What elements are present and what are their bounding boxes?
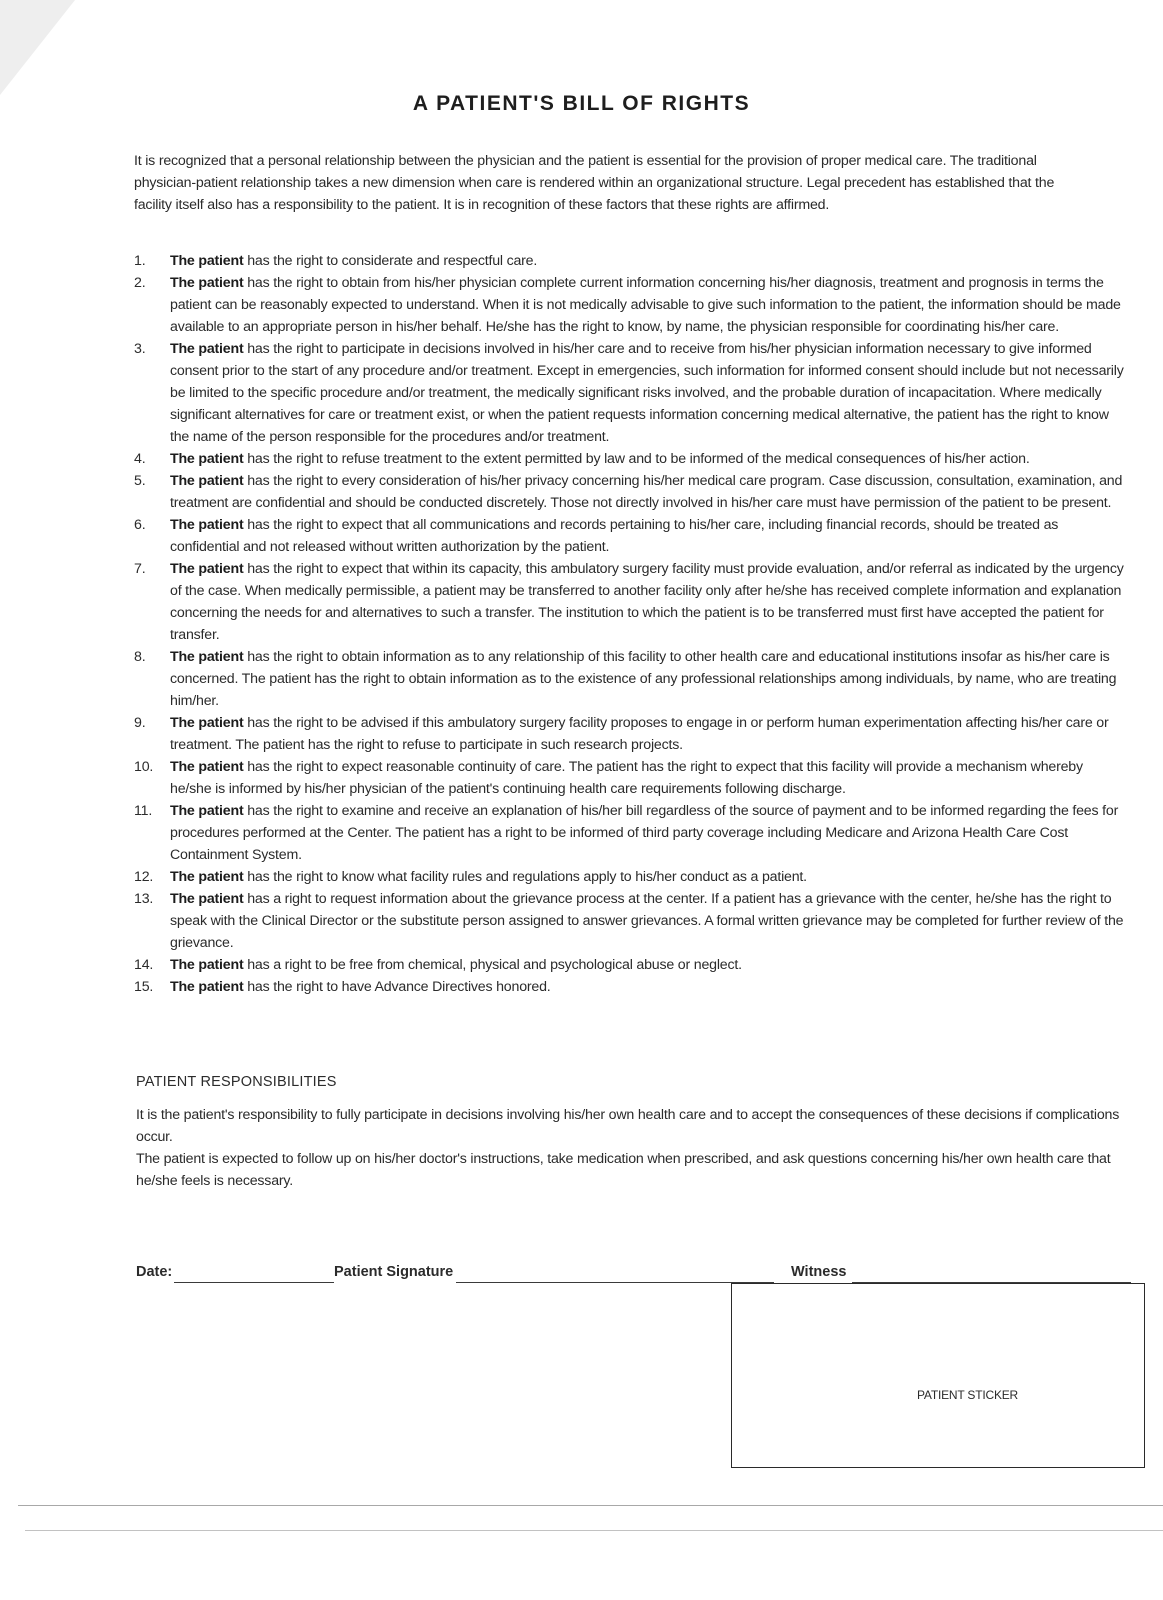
right-lead: The patient (170, 891, 244, 907)
right-lead: The patient (170, 869, 244, 885)
responsibilities-heading: PATIENT RESPONSIBILITIES (136, 1074, 337, 1090)
right-number: 5. (134, 473, 146, 489)
right-item (134, 470, 1124, 514)
right-item (134, 888, 1124, 954)
right-item (134, 448, 1124, 470)
right-text: has the right to obtain from his/her physician complete current information concerning his/her diagnosis, treatment and prognosis in terms the patient can be reasonably expected to understand. When it is not medically advisable to give such information to the patient, the information should be made available to an appropriate person in his/her behalf. He/she has the right to know, by name, the physician responsible for coordinating his/her care. (170, 275, 1121, 335)
right-item (134, 338, 1124, 448)
rights-list (134, 250, 1124, 998)
right-text: has the right to considerate and respectful care. (243, 253, 538, 269)
date-label: Date: (136, 1264, 173, 1280)
right-number: 11. (134, 803, 153, 819)
right-number: 12. (134, 869, 154, 885)
right-number: 8. (134, 649, 146, 665)
right-text: has the right to expect reasonable continuity of care. The patient has the right to expect that this facility will provide a mechanism whereby he/she is informed by his/her physician of the patient's continuing health care requirements following discharge. (170, 759, 1083, 797)
right-number: 10. (134, 759, 154, 775)
page-edge-line (18, 1505, 1163, 1506)
right-text: has the right to examine and receive an explanation of his/her bill regardless of the source of payment and to be informed regarding the fees for procedures performed at the Center. The patient has a right to be informed of third party coverage including Medicare and Arizona Health Care Cost Containment System. (170, 803, 1119, 863)
right-item (134, 558, 1124, 646)
right-lead: The patient (170, 715, 244, 731)
responsibility-paragraph: The patient is expected to follow up on his/her doctor's instructions, take medication when prescribed, and ask questions concerning his/her own health care that he/she feels is necessary. (136, 1151, 1111, 1189)
date-field[interactable] (174, 1282, 334, 1283)
right-item (134, 800, 1124, 866)
right-item (134, 756, 1124, 800)
patient-sticker-box (731, 1283, 1145, 1468)
right-lead: The patient (170, 517, 244, 533)
right-number: 1. (134, 253, 146, 269)
right-text: has a right to request information about the grievance process at the center. If a patient has a grievance with the center, he/she has the right to speak with the Clinical Director or the substitute person assigned to answer grievances. A formal written grievance may be completed for further review of the grievance. (170, 891, 1124, 951)
patient-signature-label: Patient Signature (334, 1264, 454, 1280)
right-item (134, 272, 1124, 338)
right-item (134, 514, 1124, 558)
right-item (134, 250, 1124, 272)
right-number: 3. (134, 341, 146, 357)
right-number: 6. (134, 517, 146, 533)
right-text: has the right to know what facility rules and regulations apply to his/her conduct as a patient. (243, 869, 807, 885)
right-number: 13. (134, 891, 154, 907)
patient-sticker-label: PATIENT STICKER (917, 1388, 1019, 1402)
right-number: 2. (134, 275, 146, 291)
right-number: 15. (134, 979, 154, 995)
right-number: 4. (134, 451, 146, 467)
right-text: has the right to obtain information as to any relationship of this facility to other health care and educational institutions insofar as his/her care is concerned. The patient has the right to obtain information as to the existence of any professional relationships among individuals, by name, who are treating him/her. (170, 649, 1117, 709)
right-lead: The patient (170, 803, 244, 819)
patient-signature-field[interactable] (456, 1282, 774, 1283)
right-item (134, 646, 1124, 712)
folded-corner (0, 0, 75, 95)
right-text: has a right to be free from chemical, physical and psychological abuse or neglect. (243, 957, 742, 973)
witness-label: Witness (791, 1264, 847, 1280)
right-item (134, 712, 1124, 756)
right-item (134, 976, 1124, 998)
document-title: A PATIENT'S BILL OF RIGHTS (412, 92, 751, 115)
right-lead: The patient (170, 253, 244, 269)
right-text: has the right to expect that all communications and records pertaining to his/her care, including financial records, should be treated as confidential and not released without written authorization by the patient. (170, 517, 1059, 555)
right-lead: The patient (170, 451, 244, 467)
page-edge-line (25, 1530, 1163, 1531)
right-text: has the right to have Advance Directives honored. (243, 979, 551, 995)
right-lead: The patient (170, 979, 244, 995)
right-text: has the right to participate in decisions involved in his/her care and to receive from his/her physician information necessary to give informed consent prior to the start of any procedure and/or treatment. Except in emergencies, such information for informed consent should include but not necessarily be limited to the specific procedure and/or treatment, the medically significant risks involved, and the probable duration of incapacitation. Where medically significant alternatives for care or treatment exist, or when the patient requests information concerning medical alternative, the patient has the right to know the name of the person responsible for the procedures and/or treatment. (170, 341, 1124, 445)
right-text: has the right to expect that within its capacity, this ambulatory surgery facility must provide evaluation, and/or referral as indicated by the urgency of the case. When medically permissible, a patient may be transferred to another facility only after he/she has received complete information and explanation concerning the needs for and alternatives to such a transfer. The institution to which the patient is to be transferred must first have accepted the patient for transfer. (170, 561, 1124, 643)
right-number: 14. (134, 957, 154, 973)
right-lead: The patient (170, 561, 244, 577)
responsibilities-text (136, 1104, 1121, 1192)
right-lead: The patient (170, 473, 244, 489)
right-item (134, 954, 1124, 976)
right-lead: The patient (170, 649, 244, 665)
right-lead: The patient (170, 275, 244, 291)
right-lead: The patient (170, 759, 244, 775)
right-item (134, 866, 1124, 888)
right-lead: The patient (170, 341, 244, 357)
right-text: has the right to refuse treatment to the extent permitted by law and to be informed of the medical consequences of his/her action. (243, 451, 1030, 467)
right-lead: The patient (170, 957, 244, 973)
responsibility-paragraph: It is the patient's responsibility to fully participate in decisions involving his/her own health care and to accept the consequences of these decisions if complications occur. (136, 1107, 1120, 1145)
right-number: 7. (134, 561, 146, 577)
intro-paragraph: It is recognized that a personal relationship between the physician and the patient is essential for the provision of proper medical care. The traditional physician-patient relationship takes a new dimension when care is rendered within an organizational structure. Legal precedent has established that the facility itself also has a responsibility to the patient. It is in recognition of these factors that these rights are affirmed. (134, 153, 1055, 213)
right-number: 9. (134, 715, 146, 731)
right-text: has the right to be advised if this ambulatory surgery facility proposes to engage in or perform human experimentation affecting his/her care or treatment. The patient has the right to refuse to participate in such research projects. (170, 715, 1109, 753)
right-text: has the right to every consideration of his/her privacy concerning his/her medical care program. Case discussion, consultation, examination, and treatment are confidential and should be conducted discretely. Those not directly involved in his/her care must have permission of the patient to be present. (170, 473, 1123, 511)
